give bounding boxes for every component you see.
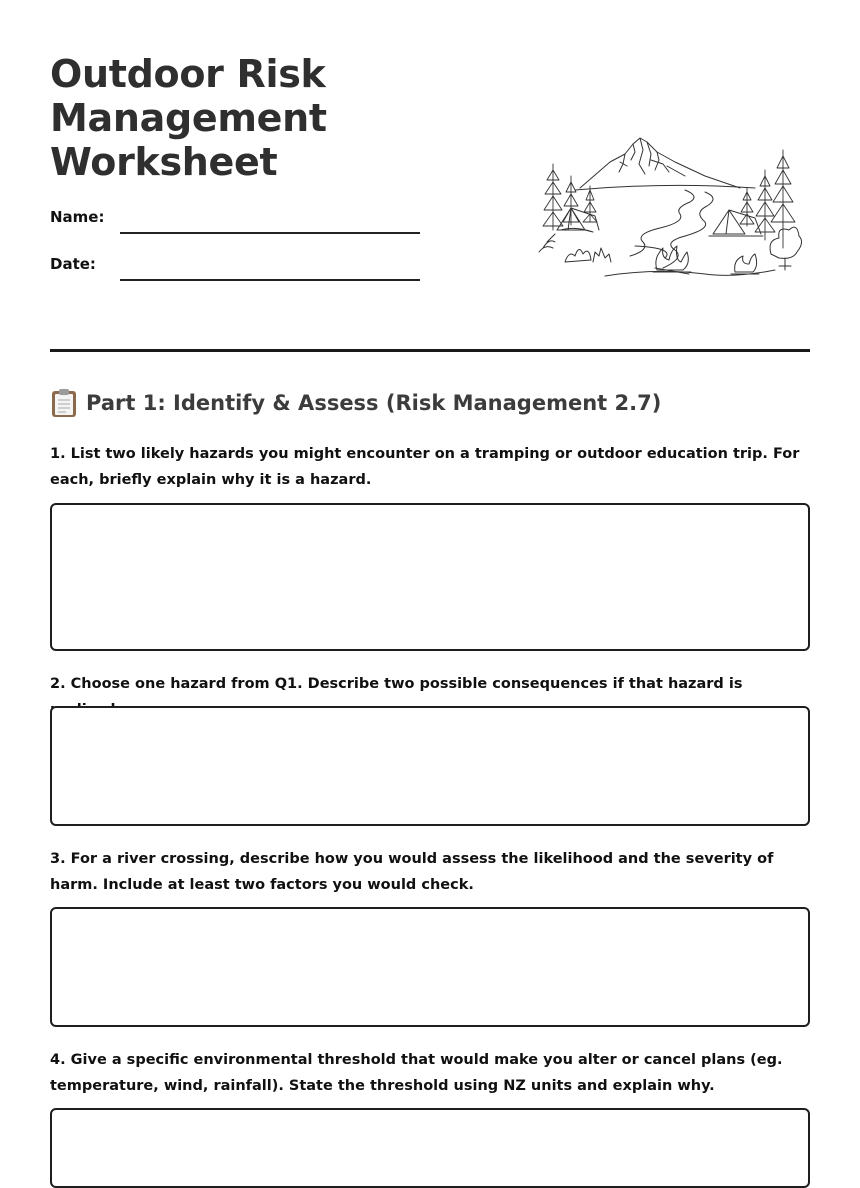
- title-line-1: Outdoor Risk: [50, 52, 326, 96]
- date-field: [50, 251, 420, 281]
- question-3-answer-box[interactable]: [50, 907, 810, 1027]
- camping-scene-illustration: [535, 130, 805, 280]
- part-1-heading-text: Part 1: Identify & Assess (Risk Management 2.7): [86, 391, 662, 415]
- clipboard-icon: [50, 388, 78, 418]
- question-1-answer-box[interactable]: [50, 503, 810, 651]
- title-line-2: Management: [50, 96, 327, 140]
- question-2-answer-box[interactable]: [50, 706, 810, 826]
- name-underline: [120, 232, 420, 234]
- title-line-3: Worksheet: [50, 140, 278, 184]
- name-input[interactable]: [122, 206, 418, 232]
- question-2-text: 2. Choose one hazard from Q1. Describe two possible consequences if that hazard is: [50, 676, 743, 692]
- date-input[interactable]: [122, 253, 418, 279]
- worksheet-title: [50, 52, 370, 184]
- part-1-heading: [50, 388, 661, 418]
- name-field: [50, 204, 420, 234]
- date-underline: [120, 279, 420, 281]
- question-3-text: 3. For a river crossing, describe how you would assess the likelihood and the severity of harm. Include at least two factors you would check.: [50, 851, 774, 893]
- question-1-text: 1. List two likely hazards you might encounter on a tramping or outdoor education trip. For each, briefly explain why it is a hazard.: [50, 446, 800, 488]
- date-label: Date:: [50, 255, 96, 273]
- question-4-text: 4. Give a specific environmental threshold that would make you alter or cancel plans (eg. temperature, wind, rainfall). State the threshold using NZ units and explain why.: [50, 1052, 783, 1094]
- question-4-answer-box[interactable]: [50, 1108, 810, 1188]
- name-label: Name:: [50, 208, 105, 226]
- section-divider: [50, 349, 810, 352]
